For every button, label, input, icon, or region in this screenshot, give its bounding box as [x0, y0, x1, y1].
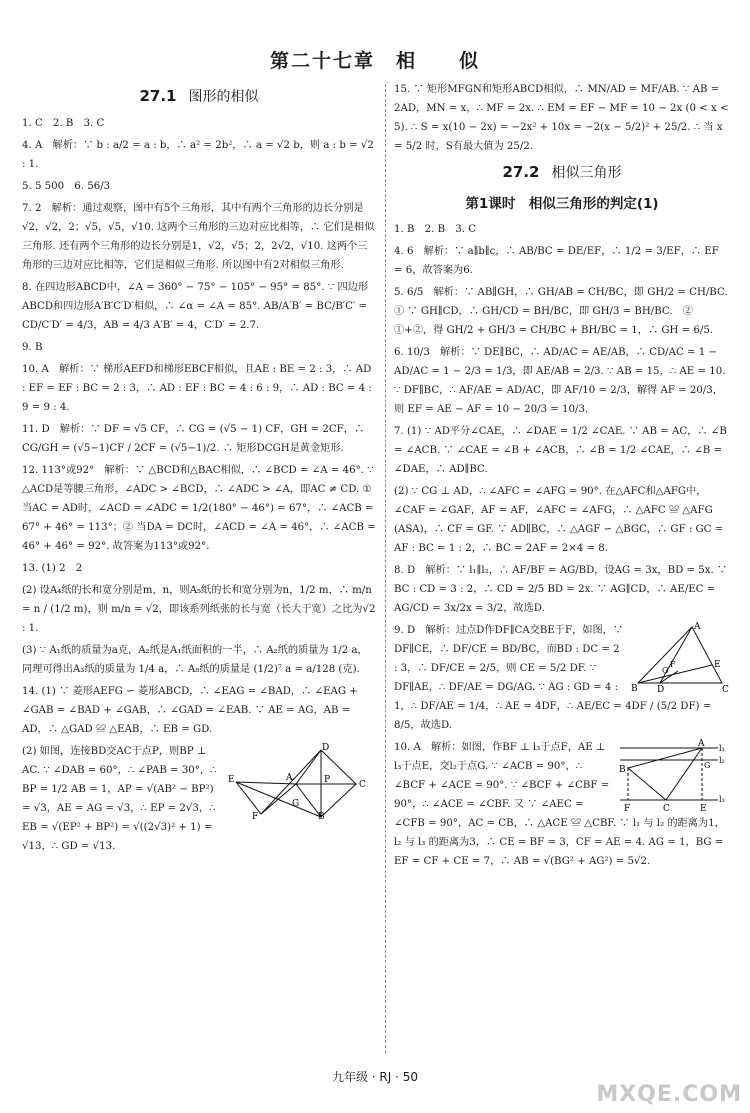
label-a: A — [694, 622, 701, 632]
label-f: F — [624, 804, 631, 814]
r-answer-10-block — [394, 738, 730, 871]
answer-9: 9. B — [22, 342, 43, 353]
r-answer-9: 9. D 解析：过点D作DF∥CA交BE于F，如图，∵ DF∥CE，∴ DF/CE = BD/BC，而BD : DC = 2 : 3，∴ DF/CE = 2/5，则 CE = 5/2 DF. ∵ DF∥AE，∴ DF/AE = DG/AG. ∵ AG : GD = 4 : 1，∴ DF/AE = 1/4，∴ AE = 4DF，∴ AE/EC = 4DF / (5/2 DF) = 8/5，故选D. — [394, 625, 712, 731]
answer-13-3: (3) ∵ A₁纸的质量为a克，A₂纸是A₁纸面积的一半，∴ A₂纸的质量为 1/2 a，同理可得出A₃纸的质量为 1/4 a，∴ A₈纸的质量是 (1/2)⁷ a = a/128 (克). — [22, 645, 368, 675]
answer-8: 8. 在四边形ABCD中，∠A = 360° − 75° − 105° − 95° = 85°. ∵ 四边形ABCD和四边形A′B′C′D′相似，∴ ∠α = ∠A = 85°. AB/A′B′ = BC/B′C′ = CD/C′D′ = 4/3，AB = 4/3 A′B′ = 4，C′D′ = 2.7. — [22, 282, 369, 331]
label-f: F — [670, 660, 676, 669]
label-d: D — [657, 685, 665, 695]
answer-14-2: (2) 如图，连接BD交AC于点P，则BP ⊥ AC. ∵ ∠DAB = 60°，∴ ∠PAB = 30°，∴ BP = 1/2 AB = 1，AP = √(AB² − BP²) = √3，AE = AG = √3，∴ EP = 2√3，∴ EB = √(EP² + BP²) = √((2√3)² + 1) = √13，∴ GD = √13. — [22, 746, 217, 852]
label-l1: l₁ — [719, 744, 725, 753]
label-d: D — [322, 743, 330, 753]
section-name: 相似三角形 — [551, 165, 622, 181]
label-g: G — [662, 666, 669, 675]
label-c: C — [722, 685, 729, 695]
r-answer-10: 10. A 解析：如图，作BF ⊥ l₃于点F，AE ⊥ l₃于点E，交l₂于点G. ∵ ∠ACB = 90°，∴ ∠BCF + ∠ACE = 90°. ∵ ∠BCF + ∠CBF = 90°，∴ ∠ACE = ∠CBF. 又 ∵ ∠AEC = ∠CFB = 90°，AC = CB，∴ △ACE ≌ △CBF. ∵ l₁ 与 l₂ 的距离为1，l₂ 与 l₃ 的距离为3，∴ CE = BF = 3，CF = AE = 4. AG = 1，BG = EF = CF + CE = 7，∴ AB = √(BG² + AG²) = 5√2. — [394, 742, 725, 867]
left-column — [22, 80, 376, 1073]
label-b: B — [619, 765, 626, 775]
label-e: E — [700, 804, 707, 814]
label-a: A — [286, 773, 293, 783]
r-answer-7-1: 7. (1) ∵ AD平分∠CAE，∴ ∠DAE = 1/2 ∠CAE. ∵ AB = AC，∴ ∠B = ∠ACB. ∵ ∠CAE = ∠B + ∠ACB，∴ ∠B = 1/2 ∠CAE，∴ ∠B = ∠DAE，∴ AD∥BC. — [394, 426, 727, 475]
r-answer-8: 8. D 解析：∵ l₁∥l₂，∴ AF/BF = AG/BD，设AG = 3x，BD = 5x. ∵ BC : CD = 3 : 2，∴ CD = 2/5 BD = 2x. ∵ AG∥CD，∴ AE/EC = AG/CD = 3x/2x = 3/2，故选D. — [394, 565, 728, 614]
label-c: C — [663, 804, 670, 814]
section-number: 27.2 — [502, 163, 540, 181]
r-answer-4: 4. 6 解析：∵ a∥b∥c，∴ AB/BC = DE/EF，∴ 1/2 = 3/EF，∴ EF = 6，故答案为6. — [394, 246, 719, 276]
answer-14-2-block — [22, 742, 376, 856]
column-divider — [385, 84, 386, 1053]
page-footer: 九年级 · RJ · 50 — [331, 1070, 419, 1084]
answer-4: 4. A 解析：∵ b : a/2 = a : b，∴ a² = 2b²，∴ a = √2 b，则 a : b = √2 : 1. — [22, 140, 374, 170]
answer-14-1: 14. (1) ∵ 菱形AEFG ∽ 菱形ABCD，∴ ∠EAG = ∠BAD，∴ ∠EAG + ∠GAB = ∠BAD + ∠GAB，∴ ∠GAD = ∠EAB. ∵ AE = AG，AB = AD，∴ △GAD ≌ △EAB，∴ EB = GD. — [22, 686, 358, 735]
answer-5-6: 5. 5 500 6. 56/3 — [22, 181, 111, 192]
r-answer-7-2: (2) ∵ CG ⊥ AD，∴ ∠AFC = ∠AFG = 90°. 在△AFC和△AFG中，∠CAF = ∠GAF，AF = AF，∠AFC = ∠AFG，∴ △AFC ≌ △AFG (ASA)，∴ CF = GF. ∵ AD∥BC，∴ △AGF ∽ △BGC，∴ GF : GC = AF : BC = 1 : 2，∴ BC = 2AF = 2×4 = 8. — [394, 486, 724, 554]
r-answer-5: 5. 6/5 解析：∵ AB∥GH，∴ GH/AB = CH/BC，即 GH/2 = CH/BC. ① ∵ GH∥CD，∴ GH/CD = BH/BC，即 GH/3 = BH/BC. ② ①+②，得 GH/2 + GH/3 = CH/BC + BH/BC = 1，∴ GH = 6/5. — [394, 287, 738, 336]
answer-7: 7. 2 解析：通过观察，图中有5个三角形，其中有两个三角形的边长分别是√2，√2，2；√5，√5，√10. 这两个三角形的三边对应比相等，∴ 它们是相似三角形. 还有两个三角形的边长分别是1，√2，√5；2，2√2，√10. 这两个三角形的三边对应比相等，它们是相似三角形. 所以图中有2对相似三角形. — [22, 203, 375, 271]
label-b: B — [318, 812, 325, 822]
section-name: 图形的相似 — [188, 89, 259, 105]
label-b: B — [631, 684, 638, 694]
answer-11: 11. D 解析：∵ DF = √5 CF，∴ CG = (√5 − 1) CF，GH = 2CF，∴ CG/GH = (√5−1)CF / 2CF = (√5−1)/2. ∴ 矩形DCGH是黄金矩形. — [22, 424, 365, 454]
label-e: E — [714, 660, 721, 670]
section-heading-27-2 — [394, 162, 730, 182]
answer-12: 12. 113°或92° 解析：∵ △BCD和△BAC相似，∴ ∠BCD = ∠A = 46°. ∵ △ACD是等腰三角形，∠ADC > ∠BCD，∴ ∠ADC > ∠A，即AC ≠ CD. ① 当AC = AD时，∠ACD = ∠ADC = 1/2(180° − 46°) = 67°，∴ ∠ACB = 67° + 46° = 113°；② 当DA = DC时，∠ACD = ∠A = 46°，∴ ∠ACB = 46° + 46° = 92°. 故答案为113°或92°. — [22, 465, 376, 552]
chapter-title: 第二十七章 相 似 — [269, 50, 480, 72]
label-g: G — [292, 799, 300, 809]
answer-15: 15. ∵ 矩形MFGN和矩形ABCD相似，∴ MN/AD = MF/AB. ∵ AB = 2AD，MN = x，∴ MF = 2x. ∴ EM = EF − MF = 10 − 2x (0 < x < 5). ∴ S = x(10 − 2x) = −2x² + 10x = −2(x − 5/2)² + 25/2. ∴ 当 x = 5/2 时，S有最大值为 25/2. — [394, 84, 729, 152]
rhombus-figure — [226, 742, 376, 820]
label-e: E — [228, 775, 235, 785]
label-l3: l₃ — [719, 795, 725, 804]
label-l2: l₂ — [719, 756, 725, 765]
parallel-lines-figure — [618, 738, 730, 814]
label-c: C — [359, 780, 366, 790]
lesson-heading: 第1课时 相似三角形的判定(1) — [465, 196, 659, 212]
r-answer-9-block — [394, 621, 730, 735]
section-number: 27.1 — [139, 87, 177, 105]
answer-10: 10. A 解析：∵ 梯形AEFD和梯形EBCF相似，且AE : BE = 2 : 3，∴ AD : EF = EF : BC = 2 : 3，∴ AD : EF : BC = 4 : 6 : 9，∴ AD : BC = 4 : 9 = 9 : 4. — [22, 364, 372, 413]
watermark: MXQE.COM — [596, 1082, 742, 1107]
answer-13-2: (2) 设A₄纸的长和宽分别是m，n，则A₅纸的长和宽分别为n，1/2 m，∴ m/n = n / (1/2 m)，则 m/n = √2，即该系列纸张的长与宽（长大于宽）之比为√2 : 1. — [22, 585, 376, 634]
answer-13-1: 13. (1) 2 2 — [22, 563, 83, 574]
label-f: F — [252, 812, 259, 822]
r-answer-1-3: 1. B 2. B 3. C — [394, 224, 477, 235]
label-a: A — [698, 739, 705, 749]
r-answer-6: 6. 10/3 解析：∵ DE∥BC，∴ AD/AC = AE/AB，∴ CD/AC = 1 − AD/AC = 1 − 2/3 = 1/3，即 AE/AB = 2/3. ∵ AB = 15，∴ AE = 10. ∵ DF∥BC，∴ AF/AE = AD/AC，即 AF/10 = 2/3，解得 AF = 20/3，则 EF = AE − AF = 10 − 20/3 = 10/3. — [394, 347, 726, 415]
answer-1-3: 1. C 2. B 3. C — [22, 118, 105, 129]
section-heading-27-1 — [22, 86, 376, 106]
right-column — [394, 80, 738, 1073]
label-g: G — [704, 761, 711, 770]
triangle-figure — [630, 621, 730, 693]
label-p: P — [324, 775, 331, 785]
